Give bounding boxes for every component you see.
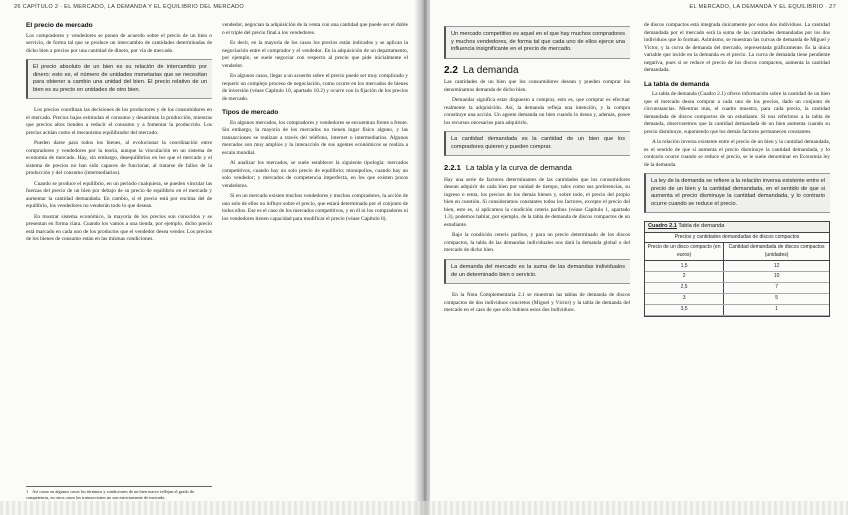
table-header-quantity: Cantidad demandada de discos compactos (unidades) (724, 243, 829, 261)
table-caption-label: Cuadro 2.1 (648, 223, 677, 230)
body-paragraph: La tabla de demanda (Cuadro 2.1) ofrece información sobre la cantidad de un bien que el mercado desea comprar a cada uno de los precios, dado un conjunto de circunstancias. Mientras más, el cuadro muestra, para cada precio, la cantidad demandada de discos compactos de un estudiante. Si nos referimos a la tabla de demanda, observaremos que la cantidad demandada de un bien aumenta cuando su precio disminuye, suponiendo que los demás factores permanecen constantes. (644, 91, 830, 135)
table-caption-title: Tabla de demanda (678, 223, 725, 230)
competitive-market-definition-box: Un mercado competitivo es aquel en el que hay muchos compradores y muchos vendedores, de forma tal que cada uno de ellos ejerce una influencia insignificante en el precio de mercado. (444, 26, 630, 59)
table-cell-price: 3,5 (645, 304, 724, 315)
body-paragraph: Si en un mercado existen muchos vendedores y muchos compradores, la acción de uno solo de ellos no influye sobre el precio, que estará determinado por el conjunto de todos ellos. Ese es el caso de los mercados competitivos, y en él ni los compradores ni los vendedores tienen capacidad para modificar el precio (véase Capítulo 6). (222, 193, 408, 222)
table-subtitle: Precios y cantidades demandadas de discos compactos (645, 233, 829, 244)
market-demand-definition-box: La demanda del mercado es la suma de las demandas individuales de un determinado bien o servicio. (444, 259, 630, 284)
subsection-heading-demand-table (444, 164, 630, 172)
table-cell-price: 2,5 (645, 283, 724, 294)
table-cell-price: 2 (645, 272, 724, 283)
table-header-price: Precio de un disco compacto (en euros) (645, 243, 724, 261)
left-column-1 (26, 22, 212, 247)
body-paragraph: Pueden darse para todos los bienes, al evolucionar la coordinación entre compradores y vendedores por la teoría, aunque la vinculación en un sistema de economía de mercado. Hay, sin embargo, desequilibrios en los que el mercado y el sistema de precios no han sido capaces de funcionar, al tratarse de fallos de la producción y del consumo (intermediarios). (26, 140, 212, 177)
subsection-title: La tabla y la curva de demanda (465, 163, 572, 173)
right-page (430, 0, 848, 515)
intro-paragraph: Los compradores y vendedores se ponen de acuerdo sobre el precio de un bien o servicio, de forma tal que se produce un intercambio de cantidades determinadas de dicho bien a precios por una cantidad de dinero, por vía de mercado. (26, 32, 212, 54)
body-paragraph: En algunos mercados, los compradores y vendedores se encuentran frente a frente. Sin embargo, la mayoría de los mercados no tienen lugar físico alguno, y las transacciones se realizan a través del teléfono, internet o intermediarios. Algunos mercados son muy amplios y la interacción de sus agentes económicos se realiza a escala mundial. (222, 119, 408, 156)
footnote-text: Así como en algunos casos los términos y condiciones de un bien nuevo reflejan el grado de competencia, en otros casos las transacciones no son estrictamente de mercado. (26, 489, 194, 500)
demand-table-grid (645, 243, 829, 315)
subsection-number: 2.2.1 (444, 163, 461, 173)
right-running-head: EL MERCADO, LA DEMANDA Y EL EQUILIBRIO · 27 (689, 4, 836, 10)
body-paragraph: Demandar significa estar dispuesto a comprar, esto es, que comprar es efectuar realmente la adquisición. Así, la demanda refleja una intención, y la compra constituye una acción. Un agente demanda un bien cuando lo desea y, además, posee los recursos necesarios para adquirirlo. (444, 97, 630, 126)
table-cell-quantity: 1 (724, 304, 829, 315)
right-column-2 (644, 22, 830, 317)
section-number: 2.2 (444, 64, 458, 76)
left-page (0, 0, 420, 515)
body-paragraph: Bajo la condición ceteris paribus, y para un precio determinado de los discos compactos, la tabla de las demandas individuales nos dará la demanda global o del mercado de dicho bien. (444, 232, 630, 254)
table-cell-quantity: 12 (724, 261, 829, 272)
law-of-demand-definition-box: La ley de la demanda se refiere a la relación inversa existente entre el precio de un bien y la cantidad demandada, en el sentido de que si aumenta el precio disminuye la cantidad demandada, y lo contrario ocurre cuando se reduce el precio. (644, 173, 830, 213)
body-paragraph: Es decir, en la mayoría de los casos los precios están indicados y se aplican la negociación entre el comprador y el vendedor. En la adquisición de un departamento, por ejemplo, se suele negociar con respecto al precio que pide inicialmente el vendedor. (222, 40, 408, 69)
section-title: La demanda (462, 64, 519, 76)
table-row (645, 294, 829, 305)
table-row (645, 304, 829, 315)
body-paragraph: Al analizar los mercados, se suele establecer la siguiente tipología: mercados competitivos, cuando hay un solo precio de equilibrio; monopolios, cuando hay un solo vendedor; y mercados de competencia imperfecta, en los que existen pocos vendedores. (222, 160, 408, 189)
table-header-row (645, 243, 829, 261)
body-paragraph: Las cantidades de un bien que los consumidores desean y pueden comprar los denominamos demanda de dicho bien. (444, 79, 630, 93)
table-cell-quantity: 7 (724, 283, 829, 294)
table-caption (645, 222, 829, 233)
demand-table (644, 221, 830, 316)
body-paragraph: En mostrar sistema económico, la mayoría de los precios son conocidos y se presentan en forma clara. Cuando los vamos a una tienda, por ejemplo, dicho precio está marcado en cada uno de los productos que el vendedor desea vender. Los precios de los bienes de consumo están en las mismas condiciones. (26, 213, 212, 243)
table-cell-quantity: 5 (724, 294, 829, 305)
footnote (26, 486, 212, 500)
price-definition-box: El precio absoluto de un bien es su relación de intercambio por dinero; esto es, el número de unidades monetarias que se necesitan para obtener a cambio una unidad del bien. El precio relativo de un bien es su precio en unidades de otro bien. (26, 59, 212, 99)
market-types-heading: Tipos de mercado (222, 109, 279, 116)
body-paragraph: vendedor, negocian la adquisición de la venta con una cantidad que puede ser el doble o el triple del precio final a los vendedores. (222, 22, 408, 36)
table-cell-price: 3 (645, 294, 724, 305)
body-paragraph: Cuando se produce el equilibrio, en un periodo cualquiera, se pueden vincular las fuerzas del precio de un bien por debajo de su precio de equilibrio en el mercado y aumentar la cantidad demandada. En cambio, si el precio está por encima del de equilibrio, los vendedores no venderán todo lo que desean. (26, 180, 212, 210)
demand-table-heading: La tabla de demanda (644, 80, 710, 88)
left-column-2 (222, 22, 408, 226)
quantity-demanded-definition-box: La cantidad demandada es la cantidad de un bien que los compradores quieren y pueden comprar. (444, 131, 630, 156)
body-paragraph: A la relación inversa existente entre el precio de un bien y la cantidad demandada, es el sentido de que si aumenta el precio disminuye la cantidad demandada, y lo contrario ocurre cuando se reduce el precio, se le suele denominar en Economía ley de la demanda. (644, 139, 830, 168)
body-paragraph: En algunos casos, llegar a un acuerdo sobre el precio puede ser muy complicado y requerir un complejo proceso de negociación, como ocurre en los mercados de bienes de inversión (véase Capítulo 10, apartado 10.2) y ocurre con la fijación de los precios de mercado. (222, 73, 408, 102)
body-paragraph: En la Nota Complementaria 2.1 se muestran las tablas de demanda de discos compactos de dos individuos concretos (Miguel y Víctor) y la tabla de demanda del mercado en el caso de que sólo hubiera estos dos individuos. (444, 292, 630, 314)
footnote-marker: 1 (26, 489, 29, 494)
body-paragraph: Hay una serie de factores determinantes de las cantidades que los consumidores desean adquirir de cada bien por unidad de tiempo, tales como sus preferencias, su ingreso o renta, los precios de los demás bienes y, sobre todo, el precio del propio bien en cuestión. Si consideramos constantes todos los factores, excepto el precio del bien, esto es, si aplicamos la condición ceteris paribus (véase Capítulo 1, apartado 1.3), podemos hablar, por ejemplo, de la tabla de demanda de discos compactos de un estudiante. (444, 176, 630, 228)
price-heading: El precio de mercado (26, 22, 93, 29)
table-row (645, 272, 829, 283)
left-running-head: 26 CAPÍTULO 2 · EL MERCADO, LA DEMANDA Y EL EQUILIBRIO DEL MERCADO (14, 4, 245, 10)
scan-edge-noise (0, 501, 848, 515)
body-paragraph: de discos compactos está integrada únicamente por estos dos individuos. La cantidad demandada por el mercado será la suma de las cantidades demandadas por los dos individuos que lo forman. Asimismo, se muestran las curvas de demanda de Miguel y Víctor, y la curva de demanda del mercado, representada gráficamente. Es la única variable que incide en la demanda es el precio. La curva de demanda tiene pendiente negativa, pues si se reduce el precio de los discos compactos, aumenta la cantidad demandada. (644, 22, 830, 73)
table-row (645, 283, 829, 294)
section-heading-demand (444, 64, 630, 76)
table-cell-quantity: 10 (724, 272, 829, 283)
body-paragraph: Los precios coordinan las decisiones de los productores y de los consumidores en el mercado. Precios bajos estimulan el consumo y desaniman la producción, mientras que precios altos tienden a reducir el consumo y a fomentar la producción. Los precios actúan como el mecanismo equilibrador del mercado. (26, 107, 212, 136)
table-row (645, 261, 829, 272)
table-cell-price: 1,5 (645, 261, 724, 272)
right-column-1 (444, 22, 630, 318)
